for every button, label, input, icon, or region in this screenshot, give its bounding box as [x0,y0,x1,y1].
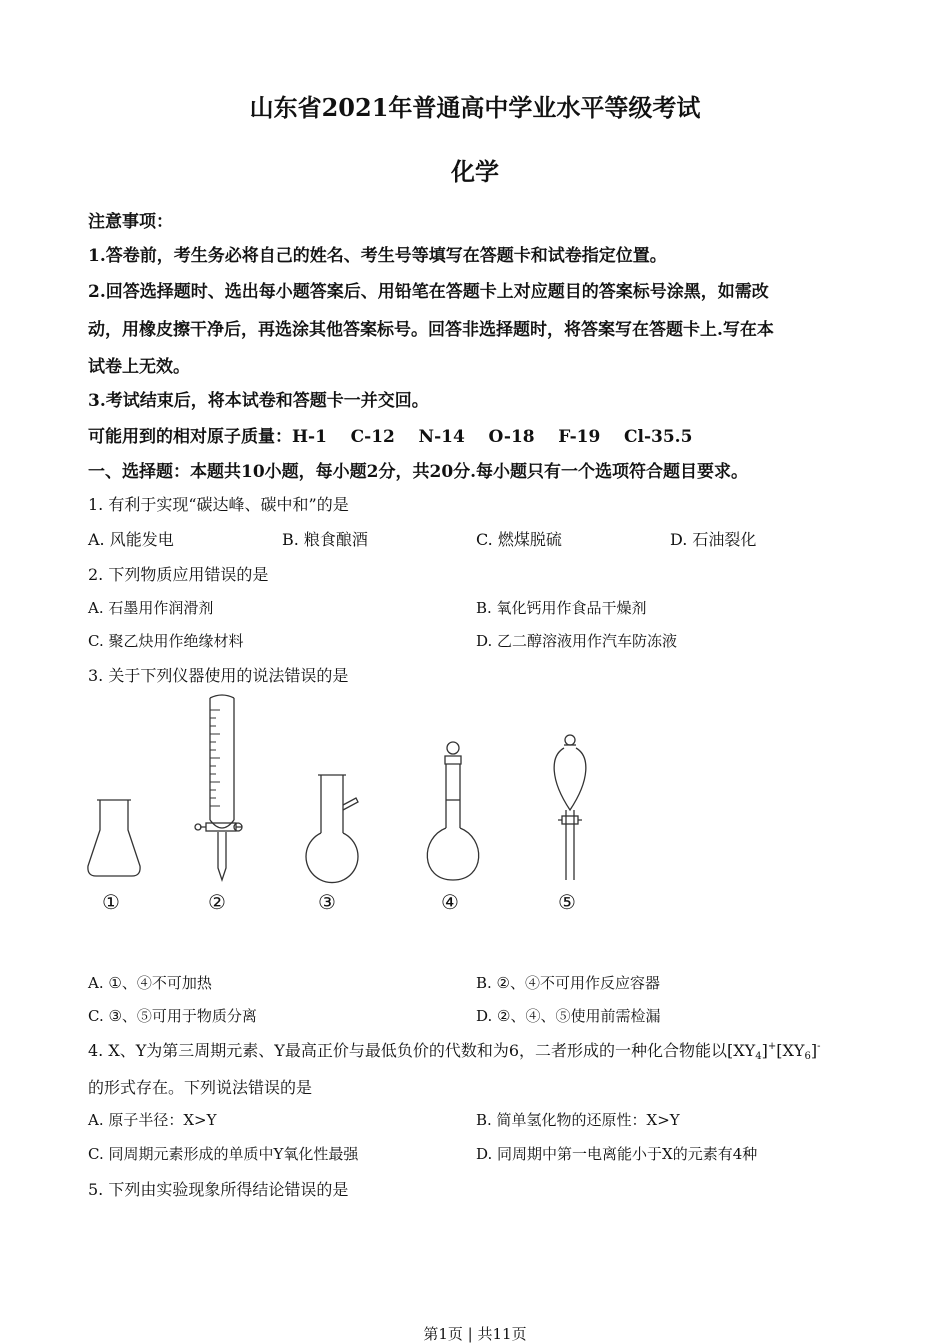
formula-superscript-minus: - [817,1041,821,1052]
apparatus-label-5: ⑤ [558,890,576,914]
question-2-stem: 2. 下列物质应用错误的是 [88,565,269,584]
exam-title: 山东省2021年普通高中学业水平等级考试 [249,93,701,122]
question-2-option-b: B. 氧化钙用作食品干燥剂 [476,599,647,617]
notice-heading: 注意事项： [88,212,173,232]
question-4-stem-part-3: [XY [776,1041,805,1060]
formula-subscript-4: 4 [755,1051,762,1062]
apparatus-label-4: ④ [441,890,459,914]
question-3-option-d: D. ②、④、⑤使用前需检漏 [476,1007,661,1025]
formula-superscript-plus: + [767,1041,777,1052]
question-1-option-d: D. 石油裂化 [670,530,757,549]
question-4-stem-part-2: ] [761,1041,768,1060]
question-5-stem: 5. 下列由实验现象所得结论错误的是 [88,1180,349,1199]
question-4-stem-part-4: ] [810,1041,818,1060]
apparatus-label-2: ② [208,890,226,914]
question-1-option-c: C. 燃煤脱硫 [476,530,562,549]
notice-item-2-line-3: 试卷上无效。 [88,357,190,377]
question-1-option-a: A. 风能发电 [88,530,174,549]
question-4-stem-part-1: 4. X、Y为第三周期元素、Y最高正价与最低负价的代数和为6，二者形成的一种化合物能以[XY [88,1041,756,1060]
question-4-stem-line-2: 的形式存在。下列说法错误的是 [88,1078,313,1097]
apparatus-label-1: ① [102,890,120,914]
question-2-option-d: D. 乙二醇溶液用作汽车防冻液 [476,632,678,650]
page-footer: 第1页 | 共11页 [423,1325,527,1343]
separatory-funnel-icon [554,735,586,880]
question-4-option-a: A. 原子半径：X>Y [88,1111,217,1129]
notice-item-1: 1.答卷前，考生务必将自己的姓名、考生号等填写在答题卡和试卷指定位置。 [88,246,667,266]
question-4-stem-line-1 [88,1038,820,1062]
notice-item-3: 3.考试结束后，将本试卷和答题卡一并交回。 [88,391,429,411]
subject-title: 化学 [451,157,499,186]
formula-subscript-6: 6 [804,1051,811,1062]
distilling-flask-icon [306,775,358,883]
question-3-option-b: B. ②、④不可用作反应容器 [476,974,661,992]
question-4-option-b: B. 简单氢化物的还原性：X>Y [476,1111,680,1129]
question-3-stem: 3. 关于下列仪器使用的说法错误的是 [88,666,349,685]
question-4-option-d: D. 同周期中第一电离能小于X的元素有4种 [476,1145,758,1163]
notice-item-2-line-2: 动，用橡皮擦干净后，再选涂其他答案标号。回答非选择题时，将答案写在答题卡上.写在本 [88,320,774,340]
apparatus-label-3: ③ [318,890,336,914]
question-4-option-c: C. 同周期元素形成的单质中Y氧化性最强 [88,1145,359,1163]
question-1-stem: 1. 有利于实现“碳达峰、碳中和”的是 [88,495,349,514]
question-2-option-a: A. 石墨用作润滑剂 [88,599,214,617]
section-1-heading: 一、选择题：本题共10小题，每小题2分，共20分.每小题只有一个选项符合题目要求。 [88,462,749,482]
question-3-option-c: C. ③、⑤可用于物质分离 [88,1007,257,1025]
conical-flask-icon [88,800,140,876]
question-2-option-c: C. 聚乙炔用作绝缘材料 [88,632,244,650]
volumetric-flask-icon [427,742,478,880]
question-1-option-b: B. 粮食酿酒 [282,530,368,549]
question-3-option-a: A. ①、④不可加热 [88,974,212,992]
apparatus-figure [80,690,640,920]
atomic-masses: 可能用到的相对原子质量：H-1 C-12 N-14 O-18 F-19 Cl-35.5 [88,427,693,447]
notice-item-2-line-1: 2.回答选择题时、选出每小题答案后、用铅笔在答题卡上对应题目的答案标号涂黑，如需改 [88,282,769,302]
burette-icon [195,695,242,880]
